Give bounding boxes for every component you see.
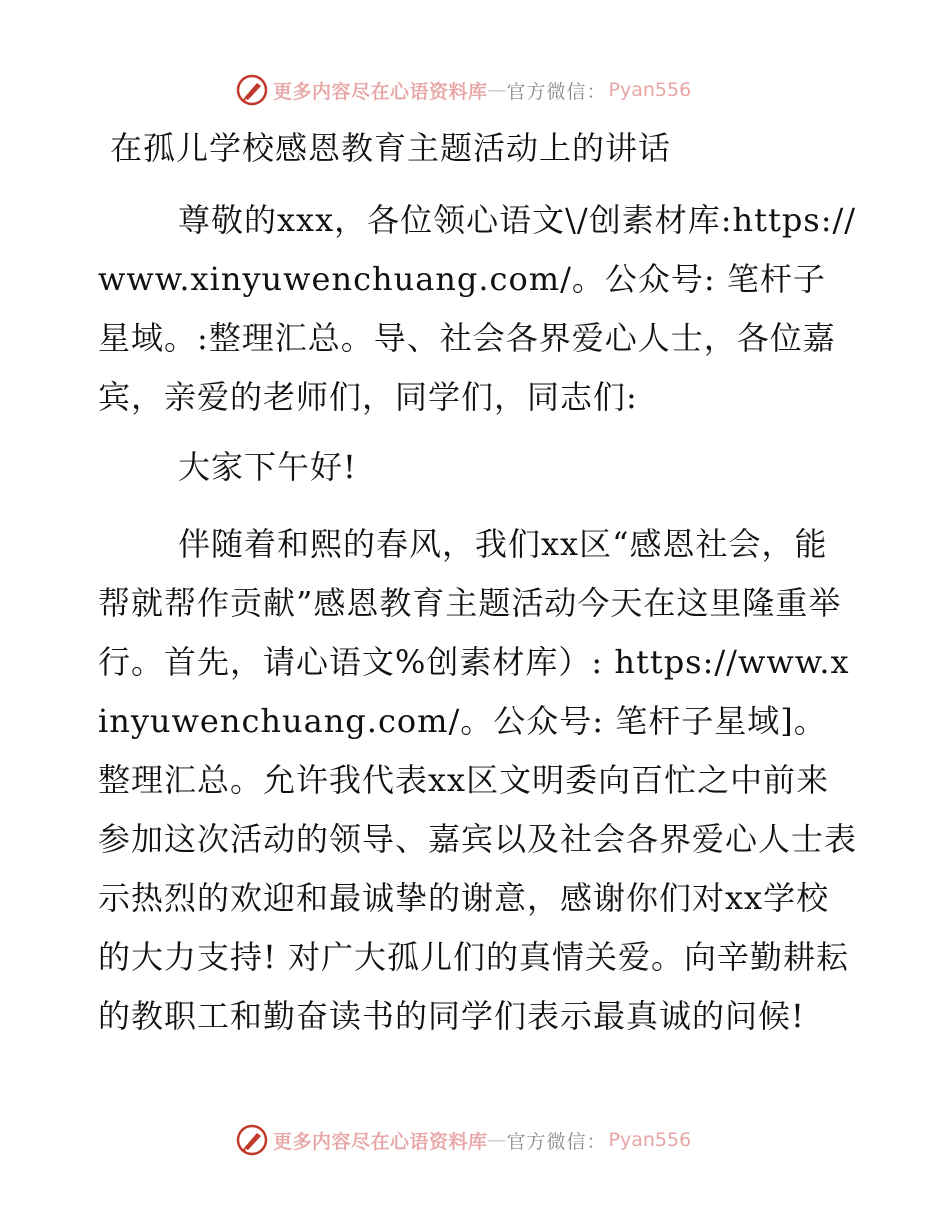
watermark-brand-text: 更多内容尽在心语资料库 xyxy=(273,1130,488,1153)
header-watermark-banner xyxy=(235,72,715,108)
footer-watermark-banner xyxy=(235,1122,715,1158)
paragraph-body: 伴随着和熙的春风，我们xx区“感恩社会，能帮就帮作贡献”感恩教育主题活动今天在这里隆重举行。首先，请心语文%创素材库）: https://www.xinyuwenchuang.com/。公众号: 笔杆子星域]。整理汇总。允许我代表xx区文明委向百忙之中前来参加这次活动的领导、嘉宾以及社会各界爱心人士表示热烈的欢迎和最诚挚的谢意，感谢你们对xx学校的大力支持! 对广大孤儿们的真情关爱。向辛勤耕耘的教职工和勤奋读书的同学们表示最真诚的问候! xyxy=(98,525,858,1035)
pen-logo-icon xyxy=(235,1123,269,1157)
watermark-brand-text: 更多内容尽在心语资料库 xyxy=(273,80,488,103)
watermark-separator: — xyxy=(487,79,507,101)
document-title: 在孤儿学校感恩教育主题活动上的讲话 xyxy=(110,129,672,167)
watermark-wechat-id: Pyan556 xyxy=(608,79,692,101)
watermark-separator: — xyxy=(487,1129,507,1151)
watermark-wechat-label: 官方微信： xyxy=(506,80,607,103)
paragraph-salutation: 尊敬的xxx，各位领心语文\/创素材库:https://www.xinyuwenchuang.com/。公众号: 笔杆子星域。:整理汇总。导、社会各界爱心人士，各位嘉宾，亲爱的老师们，同学们，同志们: xyxy=(98,201,857,416)
watermark-wechat-id: Pyan556 xyxy=(608,1129,692,1151)
paragraph-greeting: 大家下午好! xyxy=(178,448,357,486)
pen-logo-icon xyxy=(235,73,269,107)
watermark-wechat-label: 官方微信： xyxy=(506,1130,607,1153)
